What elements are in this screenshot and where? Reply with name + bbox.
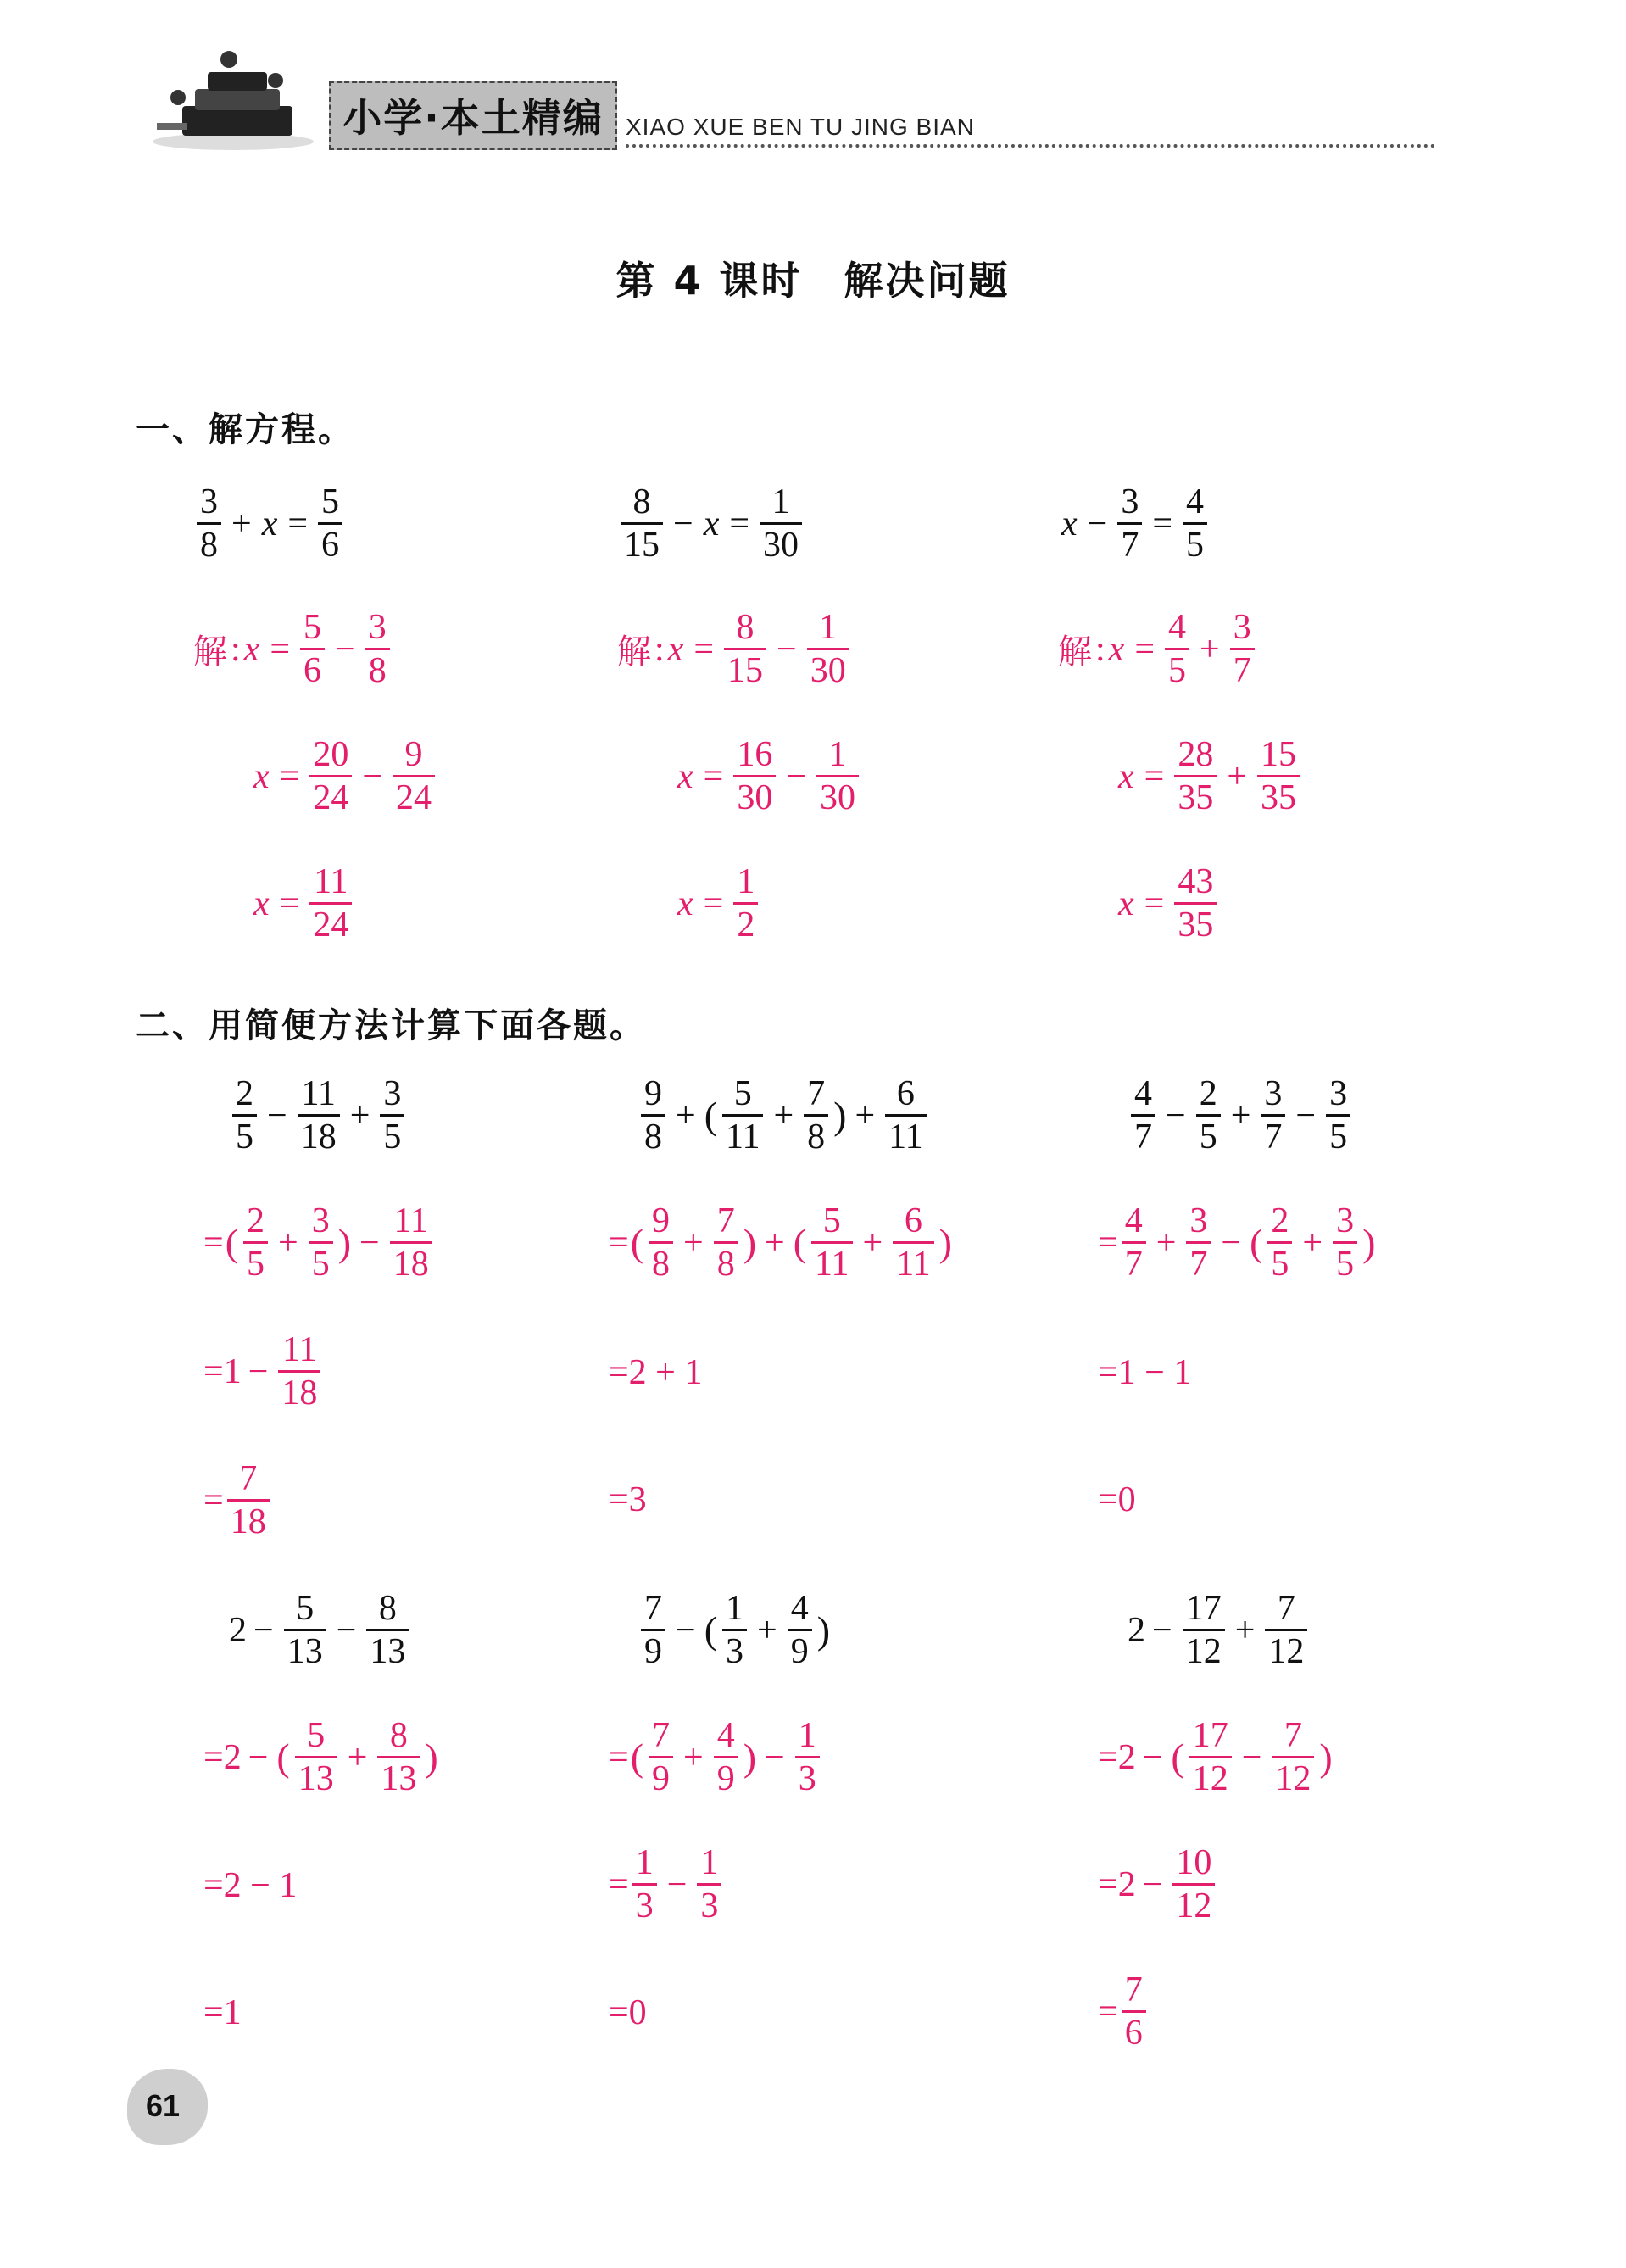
calc2-step1: = ( $\frac{9}{8}$ + $\frac{7}{8}$ ) + ( $\frac{5}{11}$ + $\frac{6}{11}$ ) <box>609 1201 952 1284</box>
brand-title: 小学·本土精编 <box>342 95 604 141</box>
eq2-step2: x = $\frac{16}{30}$ − $\frac{1}{30}$ <box>674 736 862 816</box>
brand-pinyin: XIAO XUE BEN TU JING BIAN <box>626 114 975 140</box>
calc4-step2: =2 − 1 <box>203 1866 298 1905</box>
calc6-answer: = $\frac{7}{6}$ <box>1098 1971 1150 2052</box>
calc1-step2: = 1 − $\frac{11}{18}$ <box>203 1331 324 1412</box>
fraction: $\frac{5}{6}$ <box>318 483 342 564</box>
section2-heading: 二、用简便方法计算下面各题。 <box>136 1006 646 1045</box>
eq3-question: x − $\frac{3}{7}$ = $\frac{4}{5}$ <box>1058 483 1211 564</box>
calc3-step2: =1 − 1 <box>1098 1353 1192 1392</box>
eq1-step1: 解 : x = $\frac{5}{6}$ − $\frac{3}{8}$ <box>193 609 393 689</box>
calc4-question: 2 − $\frac{5}{13}$ − $\frac{8}{13}$ <box>229 1590 412 1670</box>
calc1-step1: = ( $\frac{2}{5}$ + $\frac{3}{5}$ ) − $\frac{11}{18}$ <box>203 1202 436 1283</box>
calc2-question: $\frac{9}{8}$ + ( $\frac{5}{11}$ + $\frac{7}{8}$ ) + $\frac{6}{11}$ <box>638 1075 930 1156</box>
fraction: $\frac{3}{8}$ <box>197 483 221 564</box>
eq3-step2: x = $\frac{28}{35}$ + $\frac{15}{35}$ <box>1115 736 1303 816</box>
section1-heading: 一、解方程。 <box>136 410 354 449</box>
calc5-answer: =0 <box>609 1993 647 2032</box>
header-illustration <box>148 47 322 153</box>
calc6-step1: = 2 − ( $\frac{17}{12}$ − $\frac{7}{12}$ ) <box>1098 1716 1333 1799</box>
calc6-question: 2 − $\frac{17}{12}$ + $\frac{7}{12}$ <box>1128 1590 1311 1670</box>
calc3-question: $\frac{4}{7}$ − $\frac{2}{5}$ + $\frac{3}{7}$ − $\frac{3}{5}$ <box>1128 1075 1354 1156</box>
eq3-step1: 解 : x = $\frac{4}{5}$ + $\frac{3}{7}$ <box>1058 609 1258 689</box>
calc1-question: $\frac{2}{5}$ − $\frac{11}{18}$ + $\frac{3}{5}$ <box>229 1075 408 1156</box>
eq3-answer: x = $\frac{43}{35}$ <box>1115 863 1220 944</box>
header-dashed-line <box>626 144 1435 148</box>
brand-box <box>329 81 617 150</box>
calc1-answer: = $\frac{7}{18}$ <box>203 1460 273 1541</box>
page-number: 61 <box>146 2088 181 2123</box>
eq1-question: $\frac{3}{8}$ + x = $\frac{5}{6}$ <box>193 483 346 564</box>
calc3-answer: =0 <box>1098 1480 1136 1519</box>
eq2-answer: x = $\frac{1}{2}$ <box>674 863 761 944</box>
calc5-step1: = ( $\frac{7}{9}$ + $\frac{4}{9}$ ) − $\frac{1}{3}$ <box>609 1717 823 1797</box>
eq2-question: $\frac{8}{15}$ − x = $\frac{1}{30}$ <box>617 483 805 564</box>
eq1-answer: x = $\frac{11}{24}$ <box>250 863 355 944</box>
calc3-step1: = $\frac{4}{7}$ + $\frac{3}{7}$ − ( $\frac{2}{5}$ + $\frac{3}{5}$ ) <box>1098 1201 1376 1284</box>
eq1-step2: x = $\frac{20}{24}$ − $\frac{9}{24}$ <box>250 736 438 816</box>
calc4-answer: =1 <box>203 1993 242 2032</box>
calc2-answer: =3 <box>609 1480 647 1519</box>
calc2-step2: =2 + 1 <box>609 1353 703 1392</box>
calc5-question: $\frac{7}{9}$ − ( $\frac{1}{3}$ + $\frac{4}{9}$ ) <box>638 1590 832 1670</box>
eq2-step1: 解 : x = $\frac{8}{15}$ − $\frac{1}{30}$ <box>617 609 853 689</box>
calc4-step1: = 2 − ( $\frac{5}{13}$ + $\frac{8}{13}$ ) <box>203 1716 438 1799</box>
calc5-step2: = $\frac{1}{3}$ − $\frac{1}{3}$ <box>609 1844 725 1925</box>
calc6-step2: = 2 − $\frac{10}{12}$ <box>1098 1844 1218 1925</box>
lesson-title: 第 4 课时 解决问题 <box>615 258 1011 304</box>
